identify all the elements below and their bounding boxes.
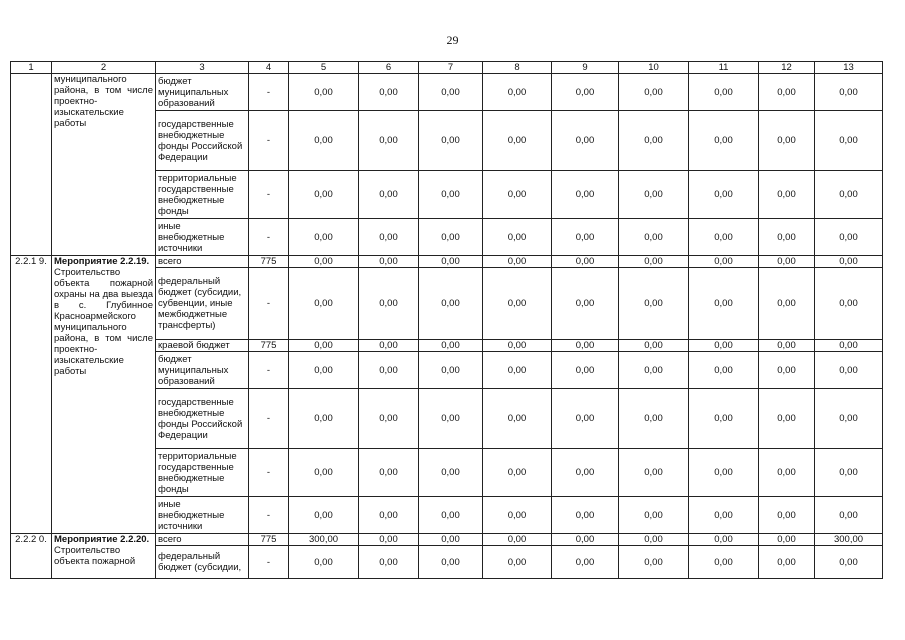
value-cell: 0,00 xyxy=(483,497,552,534)
value-cell: 0,00 xyxy=(289,171,359,219)
column-header: 6 xyxy=(359,62,419,74)
funding-source: территориальные государственные внебюджетные фонды xyxy=(156,449,249,497)
value-cell: 300,00 xyxy=(289,534,359,546)
budget-code: 775 xyxy=(249,534,289,546)
value-cell: 0,00 xyxy=(689,268,759,340)
value-cell: 0,00 xyxy=(759,546,815,579)
value-cell: 0,00 xyxy=(359,111,419,171)
item-description: Строительство объекта пожарной охраны на два выезда в с. Глубинное Красноармейского муниципального района, в том числе проектно-изыскательские работы xyxy=(54,267,153,377)
item-name xyxy=(52,74,156,256)
value-cell: 0,00 xyxy=(552,340,619,352)
column-header: 13 xyxy=(815,62,883,74)
funding-source: государственные внебюджетные фонды Российской Федерации xyxy=(156,389,249,449)
value-cell: 0,00 xyxy=(483,389,552,449)
value-cell: 0,00 xyxy=(815,340,883,352)
column-header: 4 xyxy=(249,62,289,74)
budget-code: - xyxy=(249,111,289,171)
budget-code: - xyxy=(249,219,289,256)
table-row xyxy=(11,534,883,546)
value-cell: 0,00 xyxy=(419,497,483,534)
value-cell: 0,00 xyxy=(689,111,759,171)
value-cell: 0,00 xyxy=(552,497,619,534)
page-number: 29 xyxy=(446,33,459,47)
value-cell: 0,00 xyxy=(619,449,689,497)
value-cell: 0,00 xyxy=(289,268,359,340)
value-cell: 0,00 xyxy=(815,219,883,256)
value-cell: 0,00 xyxy=(289,256,359,268)
value-cell: 0,00 xyxy=(552,352,619,389)
budget-code: 775 xyxy=(249,340,289,352)
budget-code: - xyxy=(249,352,289,389)
value-cell: 0,00 xyxy=(419,74,483,111)
budget-code: - xyxy=(249,74,289,111)
value-cell: 0,00 xyxy=(689,171,759,219)
value-cell: 0,00 xyxy=(552,171,619,219)
funding-source: иные внебюджетные источники xyxy=(156,497,249,534)
value-cell: 0,00 xyxy=(483,449,552,497)
value-cell: 0,00 xyxy=(552,111,619,171)
funding-source: федеральный бюджет (субсидии, xyxy=(156,546,249,579)
value-cell: 300,00 xyxy=(815,534,883,546)
value-cell: 0,00 xyxy=(359,352,419,389)
value-cell: 0,00 xyxy=(483,546,552,579)
item-description: муниципального района, в том числе проектно-изыскательские работы xyxy=(54,74,153,129)
value-cell: 0,00 xyxy=(419,352,483,389)
value-cell: 0,00 xyxy=(759,111,815,171)
value-cell: 0,00 xyxy=(759,389,815,449)
table-row xyxy=(11,256,883,268)
value-cell: 0,00 xyxy=(759,171,815,219)
value-cell: 0,00 xyxy=(815,256,883,268)
funding-source: бюджет муниципальных образований xyxy=(156,352,249,389)
value-cell: 0,00 xyxy=(552,256,619,268)
table-row xyxy=(11,74,883,111)
budget-code: - xyxy=(249,389,289,449)
value-cell: 0,00 xyxy=(815,268,883,340)
budget-code: - xyxy=(249,497,289,534)
value-cell: 0,00 xyxy=(552,219,619,256)
funding-source: краевой бюджет xyxy=(156,340,249,352)
value-cell: 0,00 xyxy=(419,534,483,546)
value-cell: 0,00 xyxy=(483,111,552,171)
funding-source: всего xyxy=(156,256,249,268)
value-cell: 0,00 xyxy=(359,340,419,352)
value-cell: 0,00 xyxy=(759,340,815,352)
column-header: 1 xyxy=(11,62,52,74)
value-cell: 0,00 xyxy=(359,171,419,219)
value-cell: 0,00 xyxy=(815,171,883,219)
value-cell: 0,00 xyxy=(289,352,359,389)
column-header: 7 xyxy=(419,62,483,74)
value-cell: 0,00 xyxy=(619,74,689,111)
funding-source: федеральный бюджет (субсидии, субвенции, иные межбюджетные трансферты) xyxy=(156,268,249,340)
value-cell: 0,00 xyxy=(759,497,815,534)
value-cell: 0,00 xyxy=(419,219,483,256)
funding-source: иные внебюджетные источники xyxy=(156,219,249,256)
value-cell: 0,00 xyxy=(552,74,619,111)
item-name xyxy=(52,256,156,534)
item-number xyxy=(11,74,52,256)
value-cell: 0,00 xyxy=(619,534,689,546)
item-title: Мероприятие 2.2.19. xyxy=(54,256,150,267)
value-cell: 0,00 xyxy=(359,268,419,340)
value-cell: 0,00 xyxy=(552,449,619,497)
value-cell: 0,00 xyxy=(289,546,359,579)
value-cell: 0,00 xyxy=(483,340,552,352)
budget-code: - xyxy=(249,449,289,497)
value-cell: 0,00 xyxy=(619,171,689,219)
value-cell: 0,00 xyxy=(689,534,759,546)
value-cell: 0,00 xyxy=(289,449,359,497)
value-cell: 0,00 xyxy=(359,219,419,256)
value-cell: 0,00 xyxy=(619,219,689,256)
value-cell: 0,00 xyxy=(483,268,552,340)
value-cell: 0,00 xyxy=(759,74,815,111)
value-cell: 0,00 xyxy=(689,219,759,256)
value-cell: 0,00 xyxy=(289,497,359,534)
value-cell: 0,00 xyxy=(815,389,883,449)
value-cell: 0,00 xyxy=(619,497,689,534)
budget-code: - xyxy=(249,546,289,579)
value-cell: 0,00 xyxy=(419,268,483,340)
value-cell: 0,00 xyxy=(619,111,689,171)
value-cell: 0,00 xyxy=(359,497,419,534)
value-cell: 0,00 xyxy=(552,534,619,546)
column-header: 5 xyxy=(289,62,359,74)
value-cell: 0,00 xyxy=(419,256,483,268)
value-cell: 0,00 xyxy=(419,111,483,171)
value-cell: 0,00 xyxy=(289,219,359,256)
value-cell: 0,00 xyxy=(619,268,689,340)
value-cell: 0,00 xyxy=(619,256,689,268)
value-cell: 0,00 xyxy=(419,171,483,219)
value-cell: 0,00 xyxy=(419,546,483,579)
column-header: 9 xyxy=(552,62,619,74)
funding-source: бюджет муниципальных образований xyxy=(156,74,249,111)
value-cell: 0,00 xyxy=(359,449,419,497)
value-cell: 0,00 xyxy=(359,389,419,449)
budget-table xyxy=(10,61,883,579)
value-cell: 0,00 xyxy=(759,449,815,497)
budget-code: 775 xyxy=(249,256,289,268)
value-cell: 0,00 xyxy=(759,256,815,268)
column-header: 11 xyxy=(689,62,759,74)
item-title: Мероприятие 2.2.20. xyxy=(54,534,150,545)
budget-code: - xyxy=(249,268,289,340)
value-cell: 0,00 xyxy=(815,497,883,534)
item-name xyxy=(52,534,156,579)
column-header: 2 xyxy=(52,62,156,74)
value-cell: 0,00 xyxy=(359,256,419,268)
value-cell: 0,00 xyxy=(552,389,619,449)
header-row xyxy=(11,62,883,74)
value-cell: 0,00 xyxy=(619,389,689,449)
budget-code: - xyxy=(249,171,289,219)
value-cell: 0,00 xyxy=(689,546,759,579)
value-cell: 0,00 xyxy=(815,74,883,111)
value-cell: 0,00 xyxy=(552,546,619,579)
value-cell: 0,00 xyxy=(815,449,883,497)
value-cell: 0,00 xyxy=(619,352,689,389)
value-cell: 0,00 xyxy=(689,74,759,111)
value-cell: 0,00 xyxy=(419,340,483,352)
value-cell: 0,00 xyxy=(359,74,419,111)
value-cell: 0,00 xyxy=(359,546,419,579)
value-cell: 0,00 xyxy=(689,389,759,449)
value-cell: 0,00 xyxy=(815,111,883,171)
column-header: 8 xyxy=(483,62,552,74)
value-cell: 0,00 xyxy=(689,352,759,389)
value-cell: 0,00 xyxy=(689,497,759,534)
value-cell: 0,00 xyxy=(759,268,815,340)
value-cell: 0,00 xyxy=(359,534,419,546)
funding-source: территориальные государственные внебюджетные фонды xyxy=(156,171,249,219)
funding-source: всего xyxy=(156,534,249,546)
value-cell: 0,00 xyxy=(289,74,359,111)
value-cell: 0,00 xyxy=(483,352,552,389)
value-cell: 0,00 xyxy=(619,546,689,579)
value-cell: 0,00 xyxy=(289,389,359,449)
column-header: 12 xyxy=(759,62,815,74)
value-cell: 0,00 xyxy=(483,171,552,219)
value-cell: 0,00 xyxy=(815,352,883,389)
value-cell: 0,00 xyxy=(759,534,815,546)
value-cell: 0,00 xyxy=(552,268,619,340)
value-cell: 0,00 xyxy=(483,219,552,256)
item-number: 2.2.2 0. xyxy=(11,534,52,579)
funding-source: государственные внебюджетные фонды Российской Федерации xyxy=(156,111,249,171)
value-cell: 0,00 xyxy=(619,340,689,352)
value-cell: 0,00 xyxy=(815,546,883,579)
value-cell: 0,00 xyxy=(689,340,759,352)
column-header: 3 xyxy=(156,62,249,74)
value-cell: 0,00 xyxy=(483,74,552,111)
value-cell: 0,00 xyxy=(483,256,552,268)
value-cell: 0,00 xyxy=(689,449,759,497)
value-cell: 0,00 xyxy=(289,340,359,352)
value-cell: 0,00 xyxy=(759,352,815,389)
item-description: Строительство объекта пожарной xyxy=(54,545,136,567)
value-cell: 0,00 xyxy=(419,449,483,497)
value-cell: 0,00 xyxy=(289,111,359,171)
value-cell: 0,00 xyxy=(689,256,759,268)
value-cell: 0,00 xyxy=(483,534,552,546)
value-cell: 0,00 xyxy=(419,389,483,449)
column-header: 10 xyxy=(619,62,689,74)
item-number: 2.2.1 9. xyxy=(11,256,52,534)
value-cell: 0,00 xyxy=(759,219,815,256)
